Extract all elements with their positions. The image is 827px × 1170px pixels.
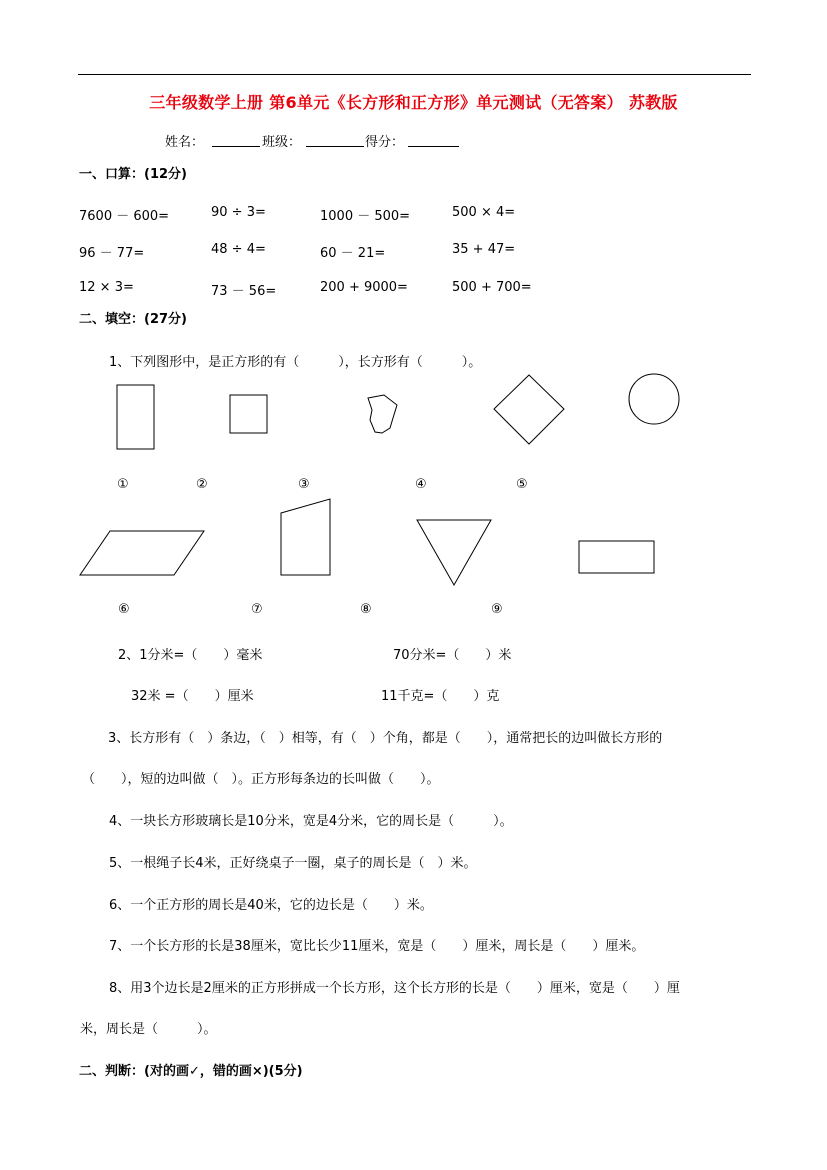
shape-label: ⑦	[251, 602, 263, 617]
question-1: 1、下列图形中，是正方形的有（ ），长方形有（ ）。	[109, 355, 482, 370]
calc-item: 48 ÷ 4=	[211, 242, 266, 257]
shape-3-irregular	[368, 395, 397, 433]
question-8-line1: 8、用3个边长是2厘米的正方形拼成一个长方形，这个长方形的长是（ ）厘米，宽是（ ）厘	[109, 981, 680, 996]
shape-6-parallelogram	[80, 531, 204, 575]
shape-4-rhombus	[494, 375, 564, 444]
shape-2-square	[230, 395, 267, 433]
class-label: 班级：	[262, 135, 302, 150]
question-2a: 2、1分米=（ ）毫米	[118, 648, 263, 663]
section-judge-heading: 二、判断：(对的画✓，错的画×)(5分)	[79, 1064, 303, 1079]
shape-8-triangle	[417, 520, 491, 585]
shape-label: ④	[415, 477, 427, 492]
shape-7-trapezoid	[281, 499, 330, 575]
question-2d: 11千克=（ ）克	[381, 689, 500, 704]
section-oral-heading: 一、口算：(12分)	[79, 167, 187, 182]
calc-item: 60 － 21=	[320, 246, 386, 261]
shape-label: ⑨	[491, 602, 503, 617]
question-3-line2: （ ），短的边叫做（ ）。正方形每条边的长叫做（ ）。	[82, 772, 440, 787]
calc-item: 7600 － 600=	[79, 209, 170, 224]
shape-label: ①	[117, 477, 129, 492]
question-2b: 70分米=（ ）米	[393, 648, 512, 663]
shape-label: ③	[298, 477, 310, 492]
shape-label: ⑧	[360, 602, 372, 617]
question-4: 4、一块长方形玻璃长是10分米，宽是4分米，它的周长是（ ）。	[109, 814, 513, 829]
calc-item: 35 + 47=	[452, 242, 516, 257]
calc-item: 12 × 3=	[79, 280, 134, 295]
calc-item: 200 + 9000=	[320, 280, 408, 295]
shape-label: ⑥	[118, 602, 130, 617]
calc-item: 73 － 56=	[211, 284, 277, 299]
shape-label: ⑤	[516, 477, 528, 492]
shape-label: ②	[196, 477, 208, 492]
question-8-line2: 米，周长是（ ）。	[80, 1022, 217, 1037]
calc-item: 500 + 700=	[452, 280, 532, 295]
calc-item: 96 － 77=	[79, 246, 145, 261]
calc-item: 90 ÷ 3=	[211, 205, 266, 220]
question-3-line1: 3、长方形有（ ）条边，（ ）相等，有（ ）个角，都是（ ），通常把长的边叫做长方形的	[108, 731, 663, 746]
question-2c: 32米 =（ ）厘米	[131, 689, 254, 704]
shape-9-rectangle	[579, 541, 654, 573]
calc-item: 1000 － 500=	[320, 209, 411, 224]
shape-5-circle	[629, 374, 679, 424]
question-5: 5、一根绳子长4米，正好绕桌子一圈，桌子的周长是（ ）米。	[109, 856, 477, 871]
name-label: 姓名：	[165, 135, 205, 150]
question-6: 6、一个正方形的周长是40米，它的边长是（ ）米。	[109, 898, 433, 913]
score-label: 得分：	[365, 135, 405, 150]
calc-item: 500 × 4=	[452, 205, 516, 220]
shape-1-rectangle	[117, 385, 154, 449]
question-7: 7、一个长方形的长是38厘米，宽比长少11厘米，宽是（ ）厘米，周长是（ ）厘米。	[109, 939, 645, 954]
section-fill-heading: 二、填空：(27分)	[79, 312, 187, 327]
page-title: 三年级数学上册 第6单元《长方形和正方形》单元测试（无答案） 苏教版	[149, 93, 678, 112]
